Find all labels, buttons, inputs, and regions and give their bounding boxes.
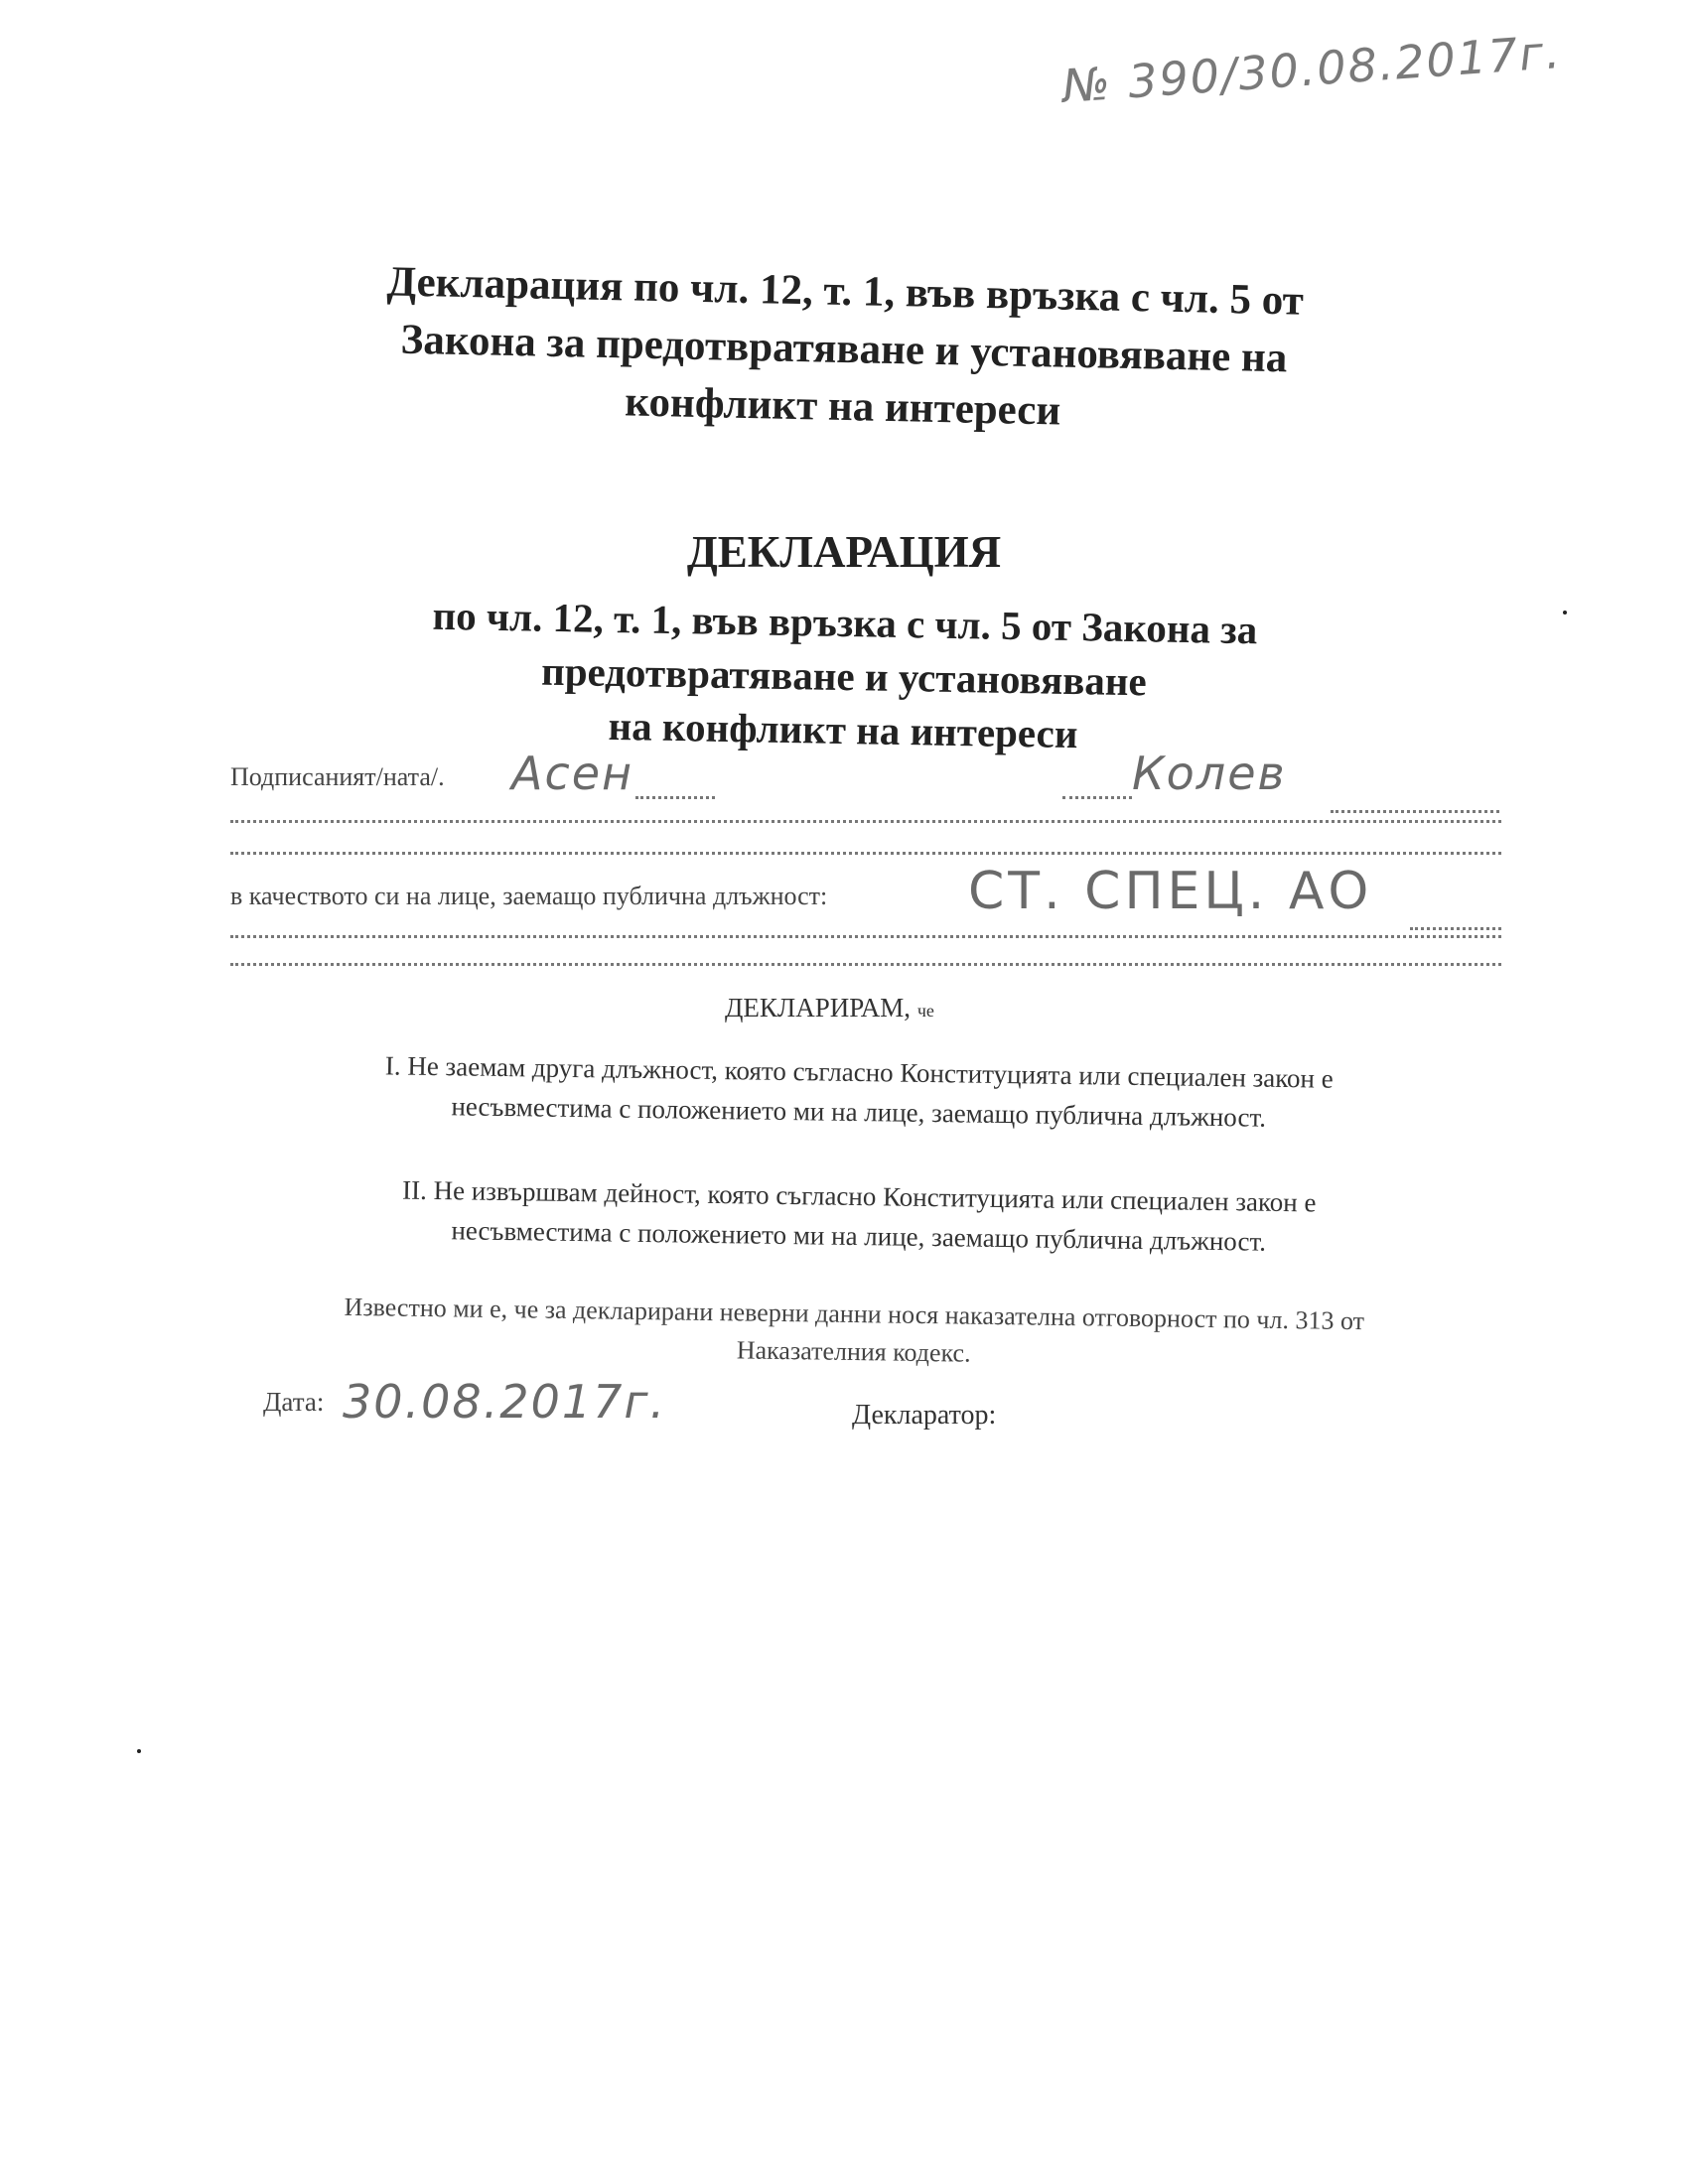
subtitle-line: на конфликт на интереси [608,702,1078,757]
clause-two [248,1167,1471,1264]
signatory-first-name: Асен [511,747,634,800]
declare-heading [725,993,934,1024]
dotted-line [230,852,1501,855]
notice-line: Наказателния кодекс. [736,1335,971,1368]
subtitle-line: по чл. 12, т. 1, във връзка с чл. 5 от Закона за [432,592,1258,653]
dotted-line [635,796,715,799]
clause-line: несъвместима с положението ми на лице, заемащо публична длъжност. [451,1215,1267,1257]
position-value: СТ. СПЕЦ. АО [968,862,1373,921]
header-title-line: конфликт на интереси [624,378,1061,435]
clause-line: несъвместима с положението ми на лице, заемащо публична длъжност. [451,1091,1267,1133]
signatory-label: Подписаният/ната/. [230,762,445,791]
declaration-subtitle [297,586,1392,765]
dotted-line [1410,927,1501,930]
date-label: Дата: [263,1387,325,1417]
header-title-line: Декларация по чл. 12, т. 1, във връзка с чл. 5 от [386,258,1305,325]
scan-speck [137,1749,141,1753]
dotted-line [230,963,1501,966]
dotted-line [230,935,1501,938]
declare-suffix: че [916,1001,934,1021]
liability-notice [218,1287,1490,1380]
header-title-line: Закона за предотвратяване и установяване на [400,316,1288,382]
date-value: 30.08.2017г. [343,1375,667,1429]
clause-line: II. Не извършвам дейност, която съгласно Конституцията или специален закон е [401,1174,1317,1218]
dotted-line [1331,810,1499,813]
dotted-line [1062,796,1132,799]
clause-line: I. Не заемам друга длъжност, която съгласно Конституцията или специален закон е [384,1050,1334,1094]
document-header-title [246,250,1441,448]
registration-number: № 390/30.08.2017г. [1060,24,1564,113]
signatory-last-name: Колев [1132,747,1287,800]
scan-speck [1563,611,1567,614]
position-label: в качеството си на лице, заемащо публична длъжност: [230,882,828,910]
declaration-heading: ДЕКЛАРАЦИЯ [686,527,1002,577]
declare-word: ДЕКЛАРИРАМ, [725,993,912,1023]
declarant-label: Декларатор: [852,1400,997,1431]
subtitle-line: предотвратяване и установяване [540,647,1148,705]
notice-line: Известно ми е, че за декларирани неверни данни нося наказателна отговорност по чл. 313 от [344,1292,1365,1336]
dotted-line [230,820,1501,823]
clause-one [248,1043,1471,1140]
